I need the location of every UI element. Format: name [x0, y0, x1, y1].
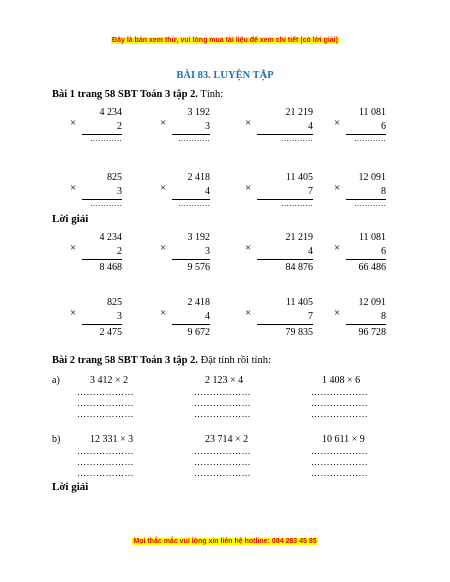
answer-blank: …………	[281, 134, 313, 143]
working-dotted-line: ………………	[311, 457, 368, 467]
multiplication-problem	[334, 232, 386, 282]
preview-notice-text: Đây là bản xem thử, vui lòng mua tài liệu để xem chi tiết (có lời giải)	[112, 37, 338, 44]
times-sign: ×	[334, 242, 341, 254]
multiplication-problem	[70, 232, 122, 282]
multiplier: 4	[205, 311, 210, 322]
multiplier: 8	[381, 311, 386, 322]
multiplicand: 12 091	[358, 297, 386, 308]
times-sign: ×	[160, 117, 167, 129]
answer-blank: …………	[178, 199, 210, 208]
working-dotted-line: ………………	[194, 468, 251, 478]
multiplicand: 11 081	[358, 107, 386, 118]
multiplier: 8	[381, 186, 386, 197]
multiplicand: 11 405	[285, 297, 313, 308]
multiplication-problem	[160, 297, 210, 347]
times-sign: ×	[70, 117, 77, 129]
working-dotted-line: ………………	[194, 387, 251, 397]
working-dotted-line: ………………	[311, 446, 368, 456]
underline-rule	[257, 324, 313, 325]
multiplication-problem	[245, 297, 313, 347]
working-dotted-line: ………………	[311, 468, 368, 478]
product-result: 8 468	[99, 262, 122, 273]
underline-rule	[172, 259, 210, 260]
exercise-1-heading	[52, 89, 223, 100]
multiplication-problem	[160, 107, 210, 157]
multiplicand: 825	[107, 172, 122, 183]
multiplication-problem	[160, 232, 210, 282]
times-sign: ×	[160, 182, 167, 194]
underline-rule	[82, 324, 122, 325]
multiplicand: 11 081	[358, 232, 386, 243]
multiplicand: 3 192	[187, 107, 210, 118]
product-result: 9 576	[187, 262, 210, 273]
multiplier: 7	[308, 186, 313, 197]
exercise-1-instruction: Tính:	[200, 89, 224, 100]
calculation-expression: 3 412 × 2	[90, 375, 129, 386]
solution-2-heading: Lời giải	[52, 481, 89, 493]
underline-rule	[257, 259, 313, 260]
multiplicand: 4 234	[99, 232, 122, 243]
multiplicand: 12 091	[358, 172, 386, 183]
multiplication-problem	[245, 107, 313, 157]
multiplier: 2	[117, 121, 122, 132]
times-sign: ×	[245, 242, 252, 254]
hotline-text: Mọi thắc mắc vui lòng xin liên hệ hotline: 084 283 45 85	[133, 538, 317, 545]
product-result: 2 475	[99, 327, 122, 338]
times-sign: ×	[245, 182, 252, 194]
exercise-1-title: Bài 1 trang 58 SBT Toán 3 tập 2.	[52, 89, 198, 100]
times-sign: ×	[70, 307, 77, 319]
multiplier: 3	[205, 246, 210, 257]
working-dotted-line: ………………	[194, 457, 251, 467]
exercise-2-instruction: Đặt tính rồi tính:	[200, 355, 271, 366]
times-sign: ×	[70, 242, 77, 254]
times-sign: ×	[334, 182, 341, 194]
multiplier: 6	[381, 246, 386, 257]
hotline-banner	[0, 538, 450, 545]
underline-rule	[172, 324, 210, 325]
multiplicand: 21 219	[285, 107, 313, 118]
working-dotted-line: ………………	[77, 409, 134, 419]
multiplication-problem	[334, 172, 386, 222]
multiplication-problem	[334, 297, 386, 347]
multiplier: 6	[381, 121, 386, 132]
underline-rule	[346, 324, 386, 325]
answer-blank: …………	[90, 134, 122, 143]
multiplicand: 4 234	[99, 107, 122, 118]
answer-blank: …………	[354, 134, 386, 143]
calculation-expression: 12 331 × 3	[90, 434, 134, 445]
underline-rule	[82, 259, 122, 260]
times-sign: ×	[160, 242, 167, 254]
times-sign: ×	[160, 307, 167, 319]
product-result: 66 486	[358, 262, 386, 273]
working-dotted-line: ………………	[194, 409, 251, 419]
product-result: 84 876	[285, 262, 313, 273]
times-sign: ×	[245, 307, 252, 319]
preview-notice-banner	[0, 37, 450, 44]
multiplier: 4	[308, 246, 313, 257]
row-label: b)	[52, 434, 61, 445]
multiplication-problem	[160, 172, 210, 222]
working-dotted-line: ………………	[194, 446, 251, 456]
calculation-expression: 2 123 × 4	[205, 375, 244, 386]
multiplication-problem	[245, 172, 313, 222]
product-result: 96 728	[358, 327, 386, 338]
times-sign: ×	[70, 182, 77, 194]
working-dotted-line: ………………	[194, 398, 251, 408]
exercise-2-title: Bài 2 trang 58 SBT Toán 3 tập 2.	[52, 355, 198, 366]
multiplier: 3	[117, 311, 122, 322]
exercise-2-heading	[52, 355, 271, 366]
multiplier: 4	[205, 186, 210, 197]
multiplier: 3	[117, 186, 122, 197]
answer-blank: …………	[178, 134, 210, 143]
multiplier: 3	[205, 121, 210, 132]
working-dotted-line: ………………	[77, 468, 134, 478]
product-result: 9 672	[187, 327, 210, 338]
multiplication-problem	[245, 232, 313, 282]
multiplicand: 3 192	[187, 232, 210, 243]
answer-blank: …………	[90, 199, 122, 208]
answer-blank: …………	[354, 199, 386, 208]
row-label: a)	[52, 375, 60, 386]
multiplicand: 2 418	[187, 297, 210, 308]
answer-blank: …………	[281, 199, 313, 208]
working-dotted-line: ………………	[77, 457, 134, 467]
multiplicand: 2 418	[187, 172, 210, 183]
working-dotted-line: ………………	[311, 387, 368, 397]
times-sign: ×	[245, 117, 252, 129]
multiplicand: 11 405	[285, 172, 313, 183]
working-dotted-line: ………………	[311, 409, 368, 419]
multiplicand: 21 219	[285, 232, 313, 243]
working-dotted-line: ………………	[77, 446, 134, 456]
working-dotted-line: ………………	[77, 398, 134, 408]
times-sign: ×	[334, 117, 341, 129]
calculation-expression: 23 714 × 2	[205, 434, 249, 445]
working-dotted-line: ………………	[311, 398, 368, 408]
multiplication-problem	[334, 107, 386, 157]
working-dotted-line: ………………	[77, 387, 134, 397]
page-title: BÀI 83. LUYỆN TẬP	[176, 70, 274, 81]
multiplier: 7	[308, 311, 313, 322]
calculation-expression: 10 611 × 9	[322, 434, 365, 445]
multiplication-problem	[70, 107, 122, 157]
underline-rule	[346, 259, 386, 260]
multiplicand: 825	[107, 297, 122, 308]
multiplication-problem	[70, 297, 122, 347]
product-result: 79 835	[285, 327, 313, 338]
solution-1-heading: Lời giải	[52, 213, 89, 225]
calculation-expression: 1 408 × 6	[322, 375, 361, 386]
times-sign: ×	[334, 307, 341, 319]
multiplier: 4	[308, 121, 313, 132]
multiplier: 2	[117, 246, 122, 257]
